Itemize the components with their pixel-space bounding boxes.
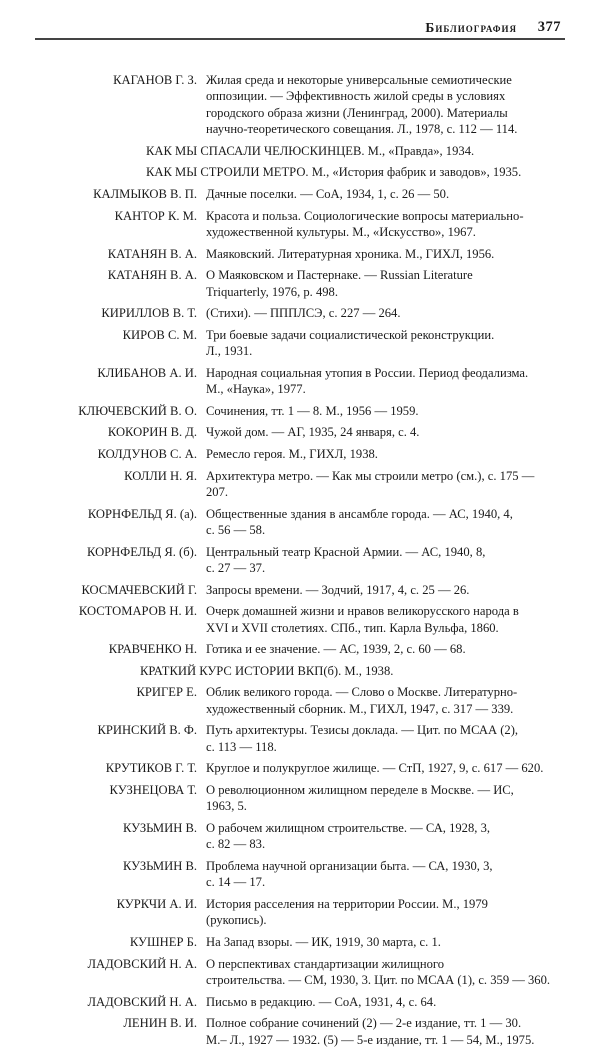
bibliography-entry [0, 603, 600, 636]
entry-author: КЛИБАНОВ А. И. [97, 365, 197, 380]
entry-author: КАТАНЯН В. А. [107, 246, 197, 261]
bibliography-entry [0, 684, 600, 717]
bibliography-list [0, 72, 600, 1053]
entry-line: На Запад взоры. — ИК, 1919, 30 марта, с. 1. [206, 934, 441, 949]
entry-author: КЛЮЧЕВСКИЙ В. О. [78, 403, 197, 418]
entry-line: с. 56 — 58. [206, 522, 266, 537]
entry-text [206, 403, 556, 419]
entry-author: КУЗЬМИН В. [122, 858, 197, 873]
entry-text [206, 327, 556, 360]
entry-text [206, 544, 556, 577]
entry-text [206, 603, 556, 636]
entry-text [206, 468, 556, 501]
page-number: 377 [537, 19, 561, 35]
bibliography-entry [0, 820, 600, 853]
entry-text [206, 72, 556, 138]
entry-author: КУРКЧИ А. И. [116, 896, 197, 911]
entry-line: 1963, 5. [206, 799, 247, 814]
entry-line: О революционном жилищном переделе в Москве. — ИС, [206, 782, 514, 797]
bibliography-entry [0, 722, 600, 755]
entry-author: КУЗЬМИН В. [122, 820, 197, 835]
entry-line: Л., 1931. [206, 344, 253, 359]
entry-line: О перспективах стандартизации жилищного [206, 956, 445, 971]
bibliography-entry [0, 267, 600, 300]
entry-text [206, 246, 556, 262]
section-title: Библиография [425, 20, 517, 35]
running-header [35, 18, 565, 38]
entry-text [206, 956, 556, 989]
entry-text [206, 582, 556, 598]
entry-line: Общественные здания в ансамбле города. — АС, 1940, 4, [206, 506, 513, 521]
entry-line: Круглое и полукруглое жилище. — СтП, 1927, 9, с. 617 — 620. [206, 761, 544, 776]
entry-author: КАНТОР К. М. [114, 208, 197, 223]
entry-text [206, 934, 556, 950]
entry-text [206, 305, 556, 321]
entry-line: с. 113 — 118. [206, 739, 277, 754]
bibliography-entry [0, 468, 600, 501]
header-rule [35, 38, 565, 40]
entry-line: О рабочем жилищном строительстве. — СА, 1928, 3, [206, 820, 491, 835]
entry-text [206, 782, 556, 815]
bibliography-entry [0, 663, 600, 679]
entry-line: городского образа жизни (Ленинград, 2000). Материалы [206, 105, 508, 120]
entry-author: КОЛДУНОВ С. А. [97, 446, 197, 461]
bibliography-entry [0, 782, 600, 815]
entry-author: КАГАНОВ Г. З. [113, 73, 197, 87]
entry-line: Облик великого города. — Слово о Москве. Литературно- [206, 685, 518, 700]
entry-text: КРАТКИЙ КУРС ИСТОРИИ ВКП(б). М., 1938. [140, 663, 394, 678]
bibliography-entry [0, 208, 600, 241]
entry-text [206, 424, 556, 440]
entry-author: КРИНСКИЙ В. Ф. [97, 723, 197, 738]
entry-text [206, 365, 556, 398]
entry-author: КИРИЛЛОВ В. Т. [101, 306, 197, 321]
entry-author: КОСМАЧЕВСКИЙ Г. [81, 582, 197, 597]
entry-text: КАК МЫ СПАСАЛИ ЧЕЛЮСКИНЦЕВ. М., «Правда», 1934. [146, 143, 475, 158]
entry-line: Запросы времени. — Зодчий, 1917, 4, с. 25 — 26. [206, 582, 470, 597]
bibliography-entry [0, 1015, 600, 1048]
entry-line: Дачные поселки. — СоА, 1934, 1, с. 26 — 50. [206, 187, 450, 201]
entry-line: Путь архитектуры. Тезисы доклада. — Цит. по МСАА (2), [206, 723, 519, 738]
entry-author: КОКОРИН В. Д. [107, 425, 197, 440]
bibliography-entry [0, 424, 600, 440]
entry-line: М., «Наука», 1977. [206, 382, 306, 397]
entry-text [206, 506, 556, 539]
entry-line: Готика и ее значение. — АС, 1939, 2, с. 60 — 68. [206, 642, 466, 657]
bibliography-entry [0, 956, 600, 989]
entry-line: научно-теоретического совещания. Л., 1978, с. 112 — 114. [206, 122, 518, 137]
entry-text [206, 722, 556, 755]
entry-text [206, 858, 556, 891]
entry-author: КОРНФЕЛЬД Я. (б). [87, 544, 197, 559]
entry-author: КИРОВ С. М. [122, 327, 197, 342]
entry-text [206, 1015, 556, 1048]
entry-line: Красота и польза. Социологические вопросы материально- [206, 208, 524, 223]
entry-author: КРИГЕР Е. [136, 685, 197, 700]
entry-author: КУЗНЕЦОВА Т. [109, 782, 197, 797]
entry-line: оппозиции. — Эффективность жилой среды в условиях [206, 89, 506, 104]
entry-line: XVI и XVII столетиях. СПб., тип. Карла Вульфа, 1860. [206, 620, 499, 635]
bibliography-entry [0, 327, 600, 360]
bibliography-entry [0, 934, 600, 950]
entry-line: художественный сборник. М., ГИХЛ, 1947, с. 317 — 339. [206, 701, 514, 716]
entry-line: художественной культуры. М., «Искусство», 1967. [206, 225, 476, 239]
entry-line: Письмо в редакцию. — СоА, 1931, 4, с. 64. [206, 994, 437, 1009]
entry-line: с. 14 — 17. [206, 875, 266, 890]
bibliography-entry [0, 143, 600, 159]
bibliography-entry [0, 365, 600, 398]
entry-line: Очерк домашней жизни и нравов великорусского народа в [206, 604, 519, 619]
bibliography-entry [0, 582, 600, 598]
entry-line: Сочинения, тт. 1 — 8. М., 1956 — 1959. [206, 403, 419, 418]
entry-line: Чужой дом. — АГ, 1935, 24 января, с. 4. [206, 425, 420, 440]
bibliography-entry [0, 305, 600, 321]
entry-text [206, 267, 556, 300]
entry-author: ЛЕНИН В. И. [123, 1016, 197, 1031]
entry-line: О Маяковском и Пастернаке. — Russian Literature [206, 268, 473, 283]
entry-line: (Стихи). — ПППЛСЭ, с. 227 — 264. [206, 306, 401, 321]
entry-line: Центральный театр Красной Армии. — АС, 1940, 8, [206, 544, 486, 559]
bibliography-entry [0, 446, 600, 462]
bibliography-entry [0, 544, 600, 577]
entry-line: Проблема научной организации быта. — СА, 1930, 3, [206, 858, 493, 873]
entry-line: с. 82 — 83. [206, 837, 266, 852]
entry-line: М.– Л., 1927 — 1932. (5) — 5-е издание, тт. 1 — 54, М., 1975. [206, 1032, 535, 1047]
entry-line: Ремесло героя. М., ГИХЛ, 1938. [206, 446, 378, 461]
bibliography-entry [0, 858, 600, 891]
entry-author: ЛАДОВСКИЙ Н. А. [87, 994, 197, 1009]
entry-text [206, 994, 556, 1010]
bibliography-entry [0, 641, 600, 657]
entry-line: Полное собрание сочинений (2) — 2-е издание, тт. 1 — 30. [206, 1016, 522, 1031]
entry-text [206, 760, 556, 776]
entry-line: 207. [206, 484, 229, 499]
entry-text: КАК МЫ СТРОИЛИ МЕТРО. М., «История фабрик и заводов», 1935. [146, 165, 522, 180]
bibliography-entry [0, 994, 600, 1010]
entry-author: КОРНФЕЛЬД Я. (а). [87, 506, 197, 521]
bibliography-entry [0, 246, 600, 262]
entry-author: КРАВЧЕНКО Н. [108, 642, 197, 657]
entry-text [206, 820, 556, 853]
entry-text [206, 641, 556, 657]
entry-author: КОСТОМАРОВ Н. И. [78, 604, 197, 619]
bibliography-entry [0, 760, 600, 776]
entry-author: ЛАДОВСКИЙ Н. А. [87, 956, 197, 971]
entry-line: (рукопись). [206, 913, 267, 928]
entry-author: КУШНЕР Б. [129, 934, 197, 949]
entry-line: Жилая среда и некоторые универсальные семиотические [206, 73, 512, 87]
entry-text [206, 684, 556, 717]
entry-author: КОЛЛИ Н. Я. [124, 468, 197, 483]
bibliography-entry [0, 506, 600, 539]
entry-text [206, 186, 556, 202]
bibliography-entry [0, 72, 600, 138]
bibliography-entry [0, 186, 600, 202]
entry-author: КРУТИКОВ Г. Т. [105, 761, 197, 776]
entry-line: Три боевые задачи социалистической реконструкции. [206, 327, 495, 342]
entry-line: строительства. — СМ, 1930, 3. Цит. по МСАА (1), с. 359 — 360. [206, 972, 551, 987]
entry-line: Архитектура метро. — Как мы строили метро (см.), с. 175 — [206, 468, 535, 483]
bibliography-entry [0, 164, 600, 180]
bibliography-entry [0, 896, 600, 929]
entry-line: История расселения на территории России. М., 1979 [206, 896, 488, 911]
entry-line: с. 27 — 37. [206, 560, 266, 575]
entry-author: КАТАНЯН В. А. [107, 268, 197, 283]
entry-line: Маяковский. Литературная хроника. М., ГИХЛ, 1956. [206, 246, 495, 261]
entry-author: КАЛМЫКОВ В. П. [93, 187, 197, 201]
entry-text [206, 446, 556, 462]
entry-text [206, 208, 556, 241]
entry-line: Triquarterly, 1976, p. 498. [206, 284, 338, 299]
entry-text [206, 896, 556, 929]
bibliography-entry [0, 403, 600, 419]
entry-line: Народная социальная утопия в России. Период феодализма. [206, 365, 529, 380]
